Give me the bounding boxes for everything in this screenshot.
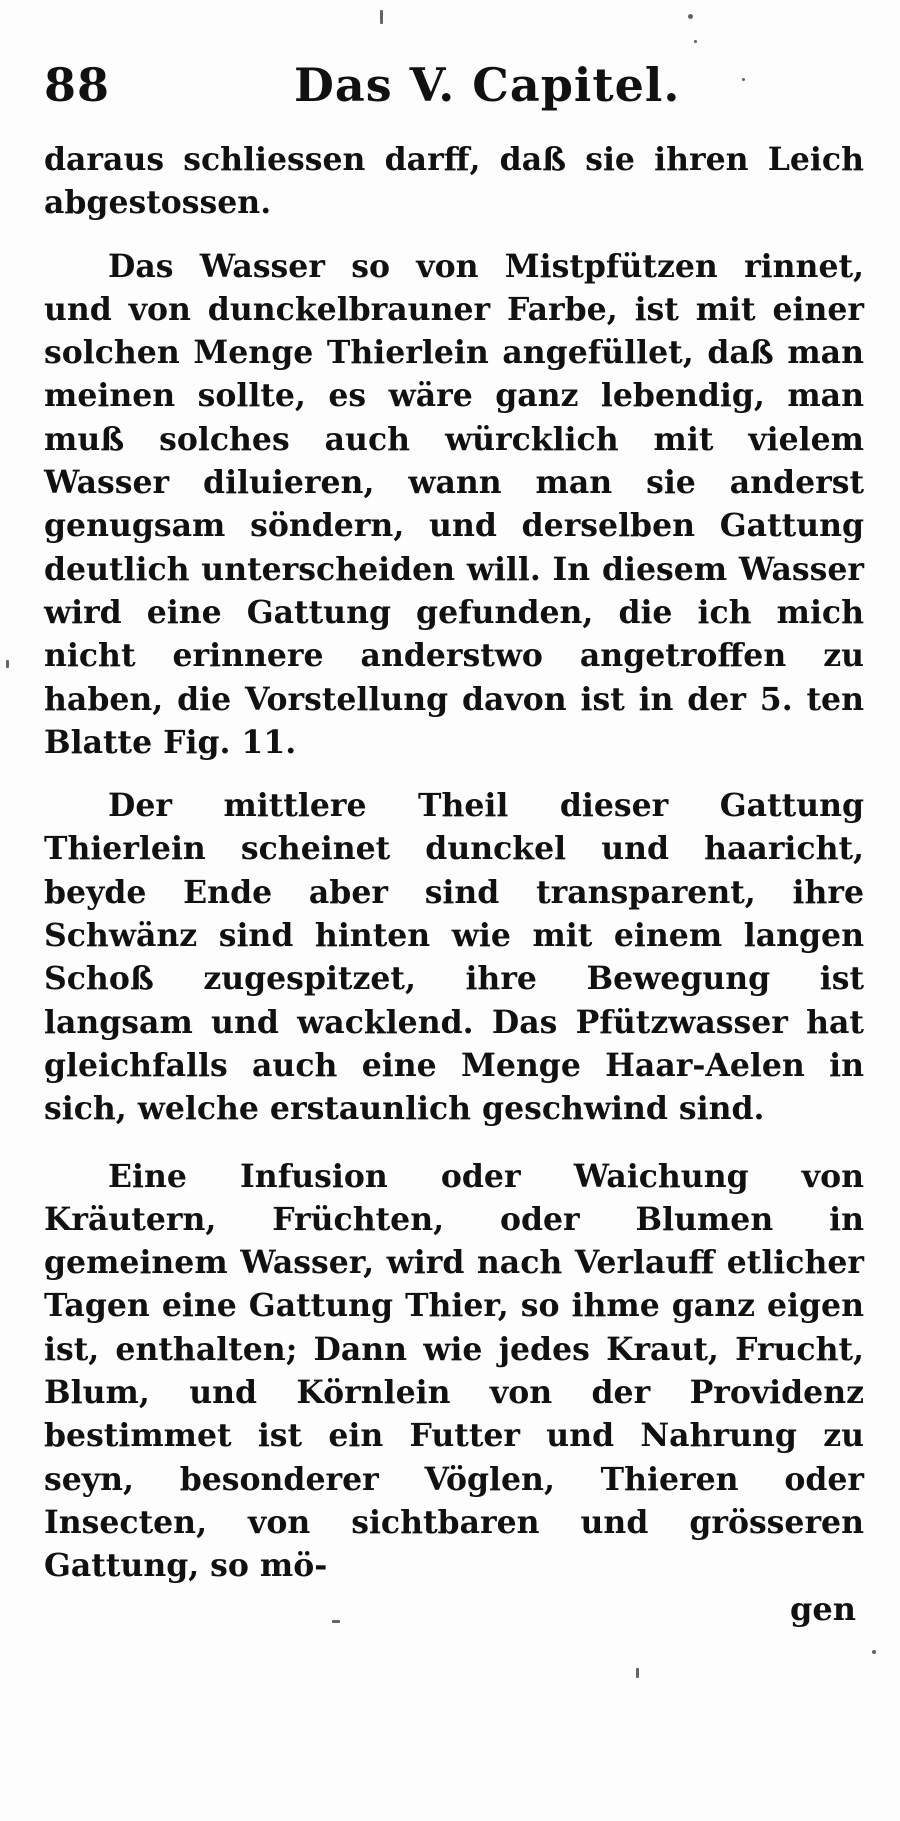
running-head: Das V. Capitel. — [294, 58, 681, 112]
page-number: 88 — [44, 58, 111, 112]
catchword: gen — [790, 1590, 856, 1628]
page-header — [44, 58, 864, 128]
paragraph-continuation: daraus schliessen darff, daß sie ihren Leich abgestossen. — [44, 141, 864, 222]
paragraph-infusion: Eine Infusion oder Waichung von Kräutern, Früchten, oder Blumen in gemeinem Wasser, wird nach Verlauff etlicher Tagen eine Gattung Thier, so ihme ganz eigen ist, enthalten; Dann wie jedes Kraut, Frucht, Blum, und Körnlein von der Providenz bestimmet ist ein Futter und Nahrung zu seyn, besonderer Vöglen, Thieren oder Insecten, von sichtbaren und grösseren Gattung, so mö- — [44, 1157, 864, 1585]
paragraph-pfuetzwasser: Das Wasser so von Mistpfützen rinnet, und von dunckelbrauner Farbe, ist mit einer solchen Menge Thierlein angefüllet, daß man meinen sollte, es wäre ganz lebendig, man muß solches auch würcklich mit vielem Wasser diluieren, wann man sie anderst genugsam söndern, und derselben Gattung deutlich unterscheiden will. In diesem Wasser wird eine Gattung gefunden, die ich mich nicht erinnere anderstwo angetroffen zu haben, die Vorstellung davon ist in der 5. ten Blatte Fig. 11. — [44, 247, 864, 761]
paragraph-thierlein: Der mittlere Theil dieser Gattung Thierlein scheinet dunckel und haaricht, beyde Ende aber sind transparent, ihre Schwänz sind hinten wie mit einem langen Schoß zugespitzet, ihre Bewegung ist langsam und wacklend. Das Pfützwasser hat gleichfalls auch eine Menge Haar-Aelen in sich, welche erstaunlich geschwind sind. — [44, 787, 864, 1128]
body-text — [44, 138, 864, 1588]
